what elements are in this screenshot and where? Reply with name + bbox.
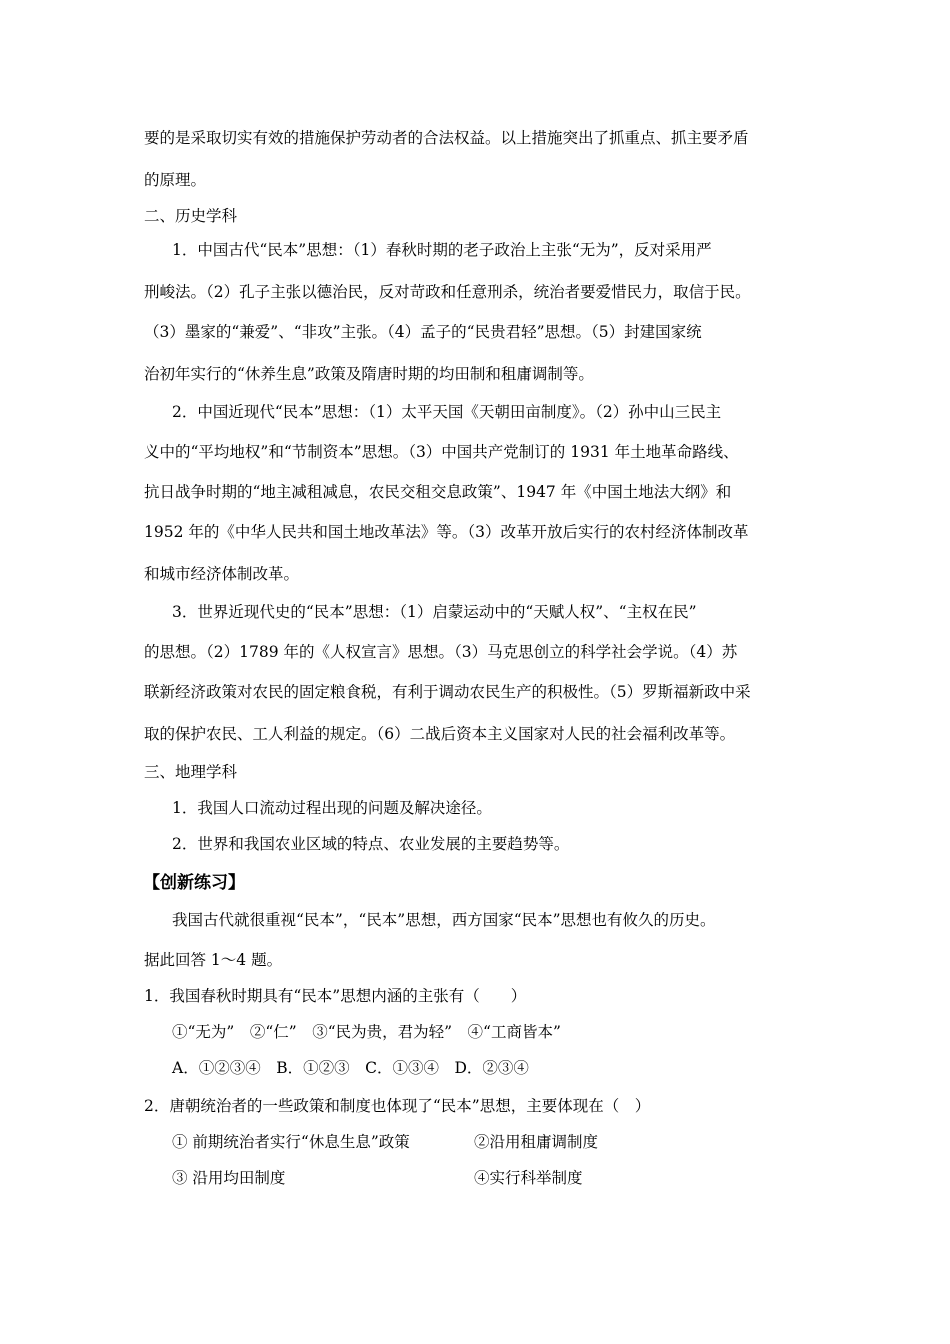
history-p2-line: 抗日战争时期的“地主减租减息，农民交租交息政策”、1947 年《中国土地法大纲》和 [144,483,732,501]
history-p1-line: （3）墨家的“兼爱”、“非攻”主张。（4）孟子的“民贵君轻”思想。（5）封建国家统 [144,323,702,341]
history-p1-line: 1．中国古代“民本”思想：（1）春秋时期的老子政治上主张“无为”，反对采用严 [172,241,712,259]
question-2-stem: 2．唐朝统治者的一些政策和制度也体现了“民本”思想，主要体现在（ ） [144,1097,651,1115]
history-p2-line: 2．中国近现代“民本”思想：（1）太平天国《天朝田亩制度》。（2）孙中山三民主 [172,403,722,421]
history-p3-line: 3．世界近现代史的“民本”思想：（1）启蒙运动中的“天赋人权”、“主权在民” [172,603,697,621]
question-1-options: ①“无为” ②“仁” ③“民为贵，君为轻” ④“工商皆本” [172,1023,561,1041]
history-p2-line: 1952 年的《中华人民共和国土地改革法》等。（3）改革开放后实行的农村经济体制改革 [144,523,749,541]
geography-item: 1．我国人口流动过程出现的问题及解决途径。 [172,799,492,817]
history-p3-line: 的思想。（2）1789 年的《人权宣言》思想。（3）马克思创立的科学社会学说。（4）苏 [144,643,738,661]
section-title-history: 二、历史学科 [144,207,238,225]
history-p2-line: 义中的“平均地权”和“节制资本”思想。（3）中国共产党制订的 1931 年土地革命路线、 [144,443,739,461]
history-p2-line: 和城市经济体制改革。 [144,565,300,583]
history-p3-line: 取的保护农民、工人利益的规定。（6）二战后资本主义国家对人民的社会福利改革等。 [144,725,736,743]
question-2-option: ④实行科举制度 [474,1169,583,1187]
history-p3-line: 联新经济政策对农民的固定粮食税，有利于调动农民生产的积极性。（5）罗斯福新政中采 [144,683,751,701]
body-line: 要的是采取切实有效的措施保护劳动者的合法权益。以上措施突出了抓重点、抓主要矛盾 [144,129,749,147]
history-p1-line: 刑峻法。（2）孔子主张以德治民，反对苛政和任意刑杀，统治者要爱惜民力，取信于民。 [144,283,751,301]
history-p1-line: 治初年实行的“休养生息”政策及隋唐时期的均田制和租庸调制等。 [144,365,594,383]
practice-heading: 【创新练习】 [143,873,245,893]
question-1-stem: 1．我国春秋时期具有“民本”思想内涵的主张有（ ） [144,987,527,1005]
question-2-option: ③ 沿用均田制度 [172,1169,286,1187]
practice-intro: 据此回答 1～4 题。 [144,951,283,969]
practice-intro: 我国古代就很重视“民本”，“民本”思想，西方国家“民本”思想也有攸久的历史。 [172,911,716,929]
question-1-choices: A．①②③④ B．①②③ C．①③④ D．②③④ [172,1059,529,1077]
section-title-geography: 三、地理学科 [144,763,238,781]
geography-item: 2．世界和我国农业区域的特点、农业发展的主要趋势等。 [172,835,570,853]
question-2-option: ① 前期统治者实行“休息生息”政策 [172,1133,410,1151]
question-2-option: ②沿用租庸调制度 [474,1133,599,1151]
body-line: 的原理。 [144,171,207,189]
